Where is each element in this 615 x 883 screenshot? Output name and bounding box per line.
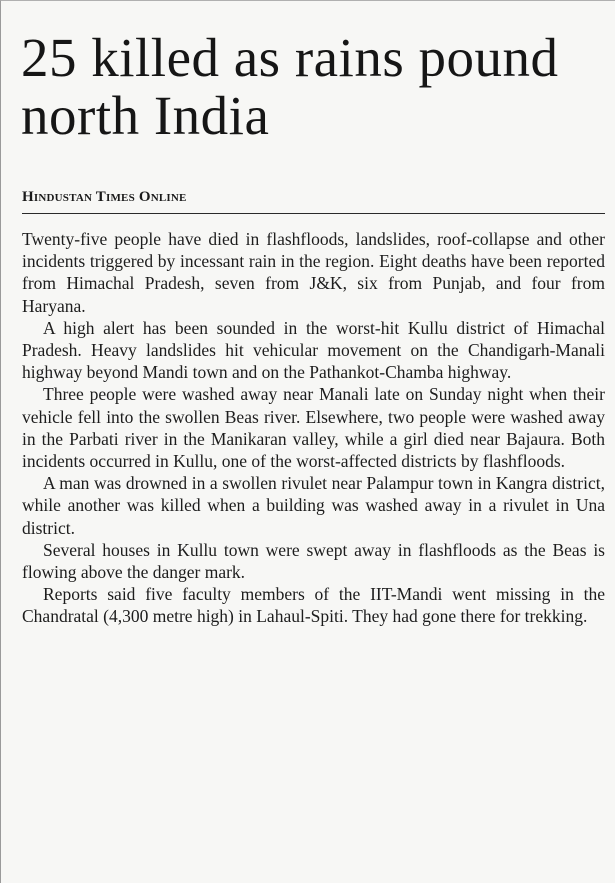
byline-divider (22, 213, 605, 214)
headline: 25 killed as rains pound north India (21, 27, 559, 146)
paragraph: A man was drowned in a swollen rivulet near Palampur town in Kangra district, while another was killed when a building was washed away in a rivulet in Una district. (22, 473, 605, 538)
paragraph: A high alert has been sounded in the worst-hit Kullu district of Himachal Pradesh. Heavy landslides hit vehicular movement on the Chandigarh-Manali highway beyond Mandi town and on the Pathankot-Chamba highway. (22, 317, 605, 383)
paragraph: Several houses in Kullu town were swept away in flashfloods as the Beas is flowing above the danger mark. (22, 539, 605, 583)
paragraph: Three people were washed away near Manali late on Sunday night when their vehicle fell into the swollen Beas river. Elsewhere, two people were washed away in the Parbati river in the Manikaran valley, while a girl died near Bajaura. Both incidents occurred in Kullu, one of the worst-affected districts by flashfloods. (22, 384, 605, 472)
byline: Hindustan Times Online (22, 189, 187, 205)
paragraph: Twenty-five people have died in flashfloods, landslides, roof-collapse and other incidents triggered by incessant rain in the region. Eight deaths have been reported from Himachal Pradesh, seven from J&K, six from Punjab, and four from Haryana. (22, 229, 605, 316)
paragraph: Reports said five faculty members of the IIT-Mandi went missing in the Chandratal (4,300 metre high) in Lahaul-Spiti. They had gone there for trekking. (22, 584, 605, 627)
article-body (22, 228, 605, 628)
